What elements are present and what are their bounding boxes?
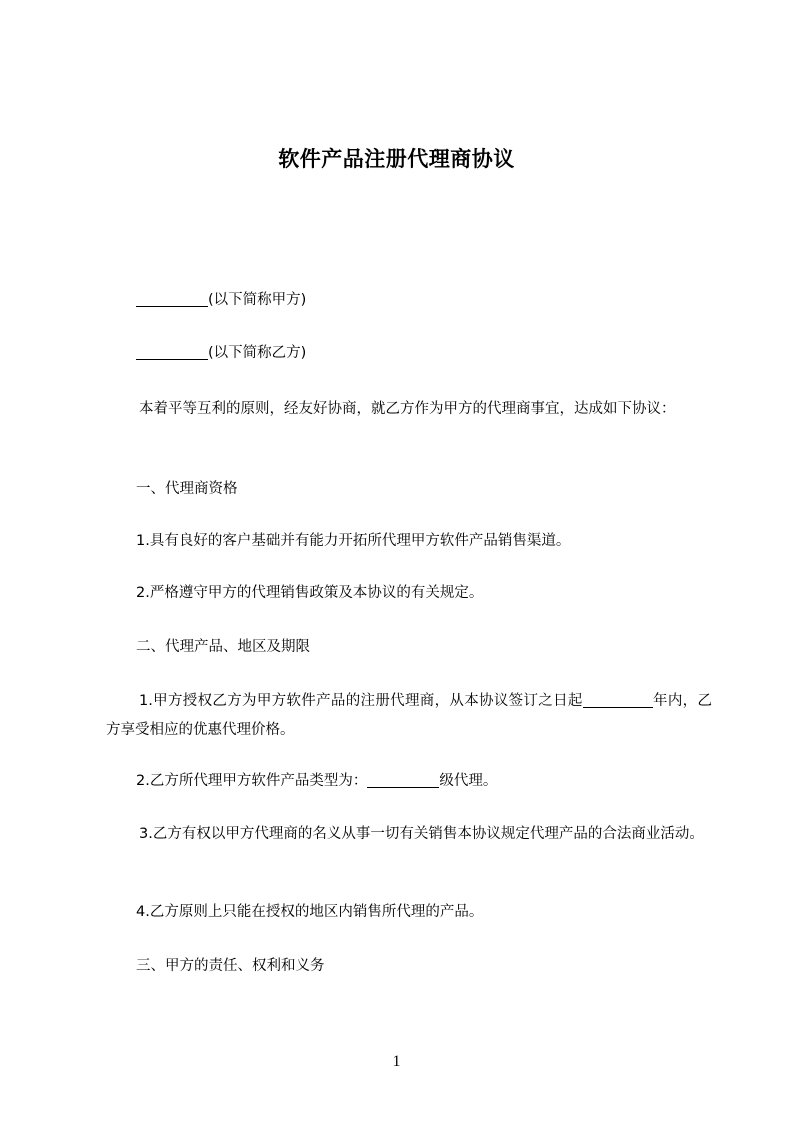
section2-item1 <box>106 687 712 745</box>
term-years-blank[interactable] <box>583 690 653 708</box>
intro-paragraph: 本着平等互利的原则，经友好协商，就乙方作为甲方的代理商事宜，达成如下协议： <box>139 401 676 417</box>
page-number: 1 <box>392 1053 401 1070</box>
party-a-line <box>136 286 736 315</box>
party-b-label: (以下简称乙方) <box>208 345 307 361</box>
document-title: 软件产品注册代理商协议 <box>278 147 515 171</box>
party-a-label: (以下简称甲方) <box>208 292 307 308</box>
party-b-blank[interactable] <box>136 342 208 360</box>
section1-item1: 1.具有良好的客户基础并有能力开拓所代理甲方软件产品销售渠道。 <box>136 533 571 549</box>
party-b-line <box>136 339 736 368</box>
section2-item1-text-a: 1.甲方授权乙方为甲方软件产品的注册代理商，从本协议签订之日起 <box>139 693 583 709</box>
section2-item2-text-a: 2.乙方所代理甲方软件产品类型为： <box>136 773 368 789</box>
section3-heading: 三、甲方的责任、权利和义务 <box>136 958 325 974</box>
section2-heading: 二、代理产品、地区及期限 <box>136 639 310 655</box>
section1-item2: 2.严格遵守甲方的代理销售政策及本协议的有关规定。 <box>136 585 484 601</box>
section2-item3: 3.乙方有权以甲方代理商的名义从事一切有关销售本协议规定代理产品的合法商业活动。 <box>139 826 704 842</box>
section2-item2 <box>136 767 736 796</box>
party-a-blank[interactable] <box>136 289 208 307</box>
section2-item4: 4.乙方原则上只能在授权的地区内销售所代理的产品。 <box>136 904 484 920</box>
section1-heading: 一、代理商资格 <box>136 481 238 497</box>
section2-item1-text-b: 年内，乙方享受相应的优惠代理价格。 <box>106 693 712 738</box>
agent-level-blank[interactable] <box>367 770 439 788</box>
section2-item2-text-b: 级代理。 <box>439 773 498 789</box>
